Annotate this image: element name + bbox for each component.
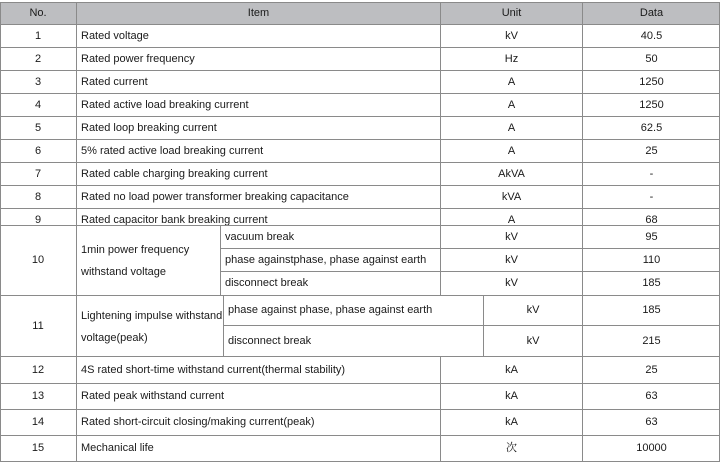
grid-line	[223, 295, 224, 357]
grid-line	[76, 2, 77, 462]
row-15-item: Mechanical life	[81, 442, 154, 454]
row-4-no: 4	[34, 98, 42, 111]
row-12-item: 4S rated short-time withstand current(thermal stability)	[81, 364, 346, 376]
grid-line	[0, 208, 720, 209]
row-11-sub-2-unit: kV	[526, 334, 540, 347]
grid-line	[0, 225, 720, 226]
row-10-sub-1-data: 95	[645, 230, 658, 243]
row-11-sub-1-label: phase against phase, phase against earth	[228, 304, 433, 316]
row-7-data: -	[649, 167, 654, 180]
grid-line	[0, 47, 720, 48]
header-no: No.	[0, 3, 76, 24]
grid-line	[0, 116, 720, 117]
grid-line	[221, 248, 720, 249]
grid-line	[0, 435, 720, 436]
row-6-data: 25	[645, 144, 658, 157]
row-11-sub-1-unit: kV	[526, 304, 540, 316]
row-9-unit: A	[507, 213, 516, 226]
row-12-no: 12	[31, 364, 45, 376]
row-1-item: Rated voltage	[81, 29, 149, 42]
row-10-sub-3-unit: kV	[505, 276, 518, 289]
row-3-unit: A	[507, 75, 516, 88]
grid-line	[0, 409, 720, 410]
row-9-no: 9	[34, 213, 42, 226]
row-1-data: 40.5	[640, 29, 663, 42]
row-12-unit: kA	[505, 364, 518, 376]
grid-line	[221, 271, 720, 272]
row-11-no: 11	[32, 320, 44, 332]
grid-line	[440, 356, 441, 462]
row-10-sub-1-label: vacuum break	[225, 230, 295, 243]
row-15-no: 15	[31, 442, 45, 454]
row-6-no: 6	[34, 144, 42, 157]
row-13-unit: kA	[505, 390, 518, 402]
grid-line	[440, 2, 441, 226]
grid-line	[0, 93, 720, 94]
row-8-item: Rated no load power transformer breaking capacitance	[81, 190, 349, 203]
header-unit: Unit	[441, 3, 582, 24]
row-13-no: 13	[31, 390, 45, 402]
row-11-sub-2-data: 215	[642, 334, 661, 347]
row-10-item: 1min power frequency withstand voltage	[81, 243, 190, 278]
grid-line	[483, 295, 484, 357]
grid-line	[224, 325, 720, 326]
row-11-sub-2-label: disconnect break	[228, 334, 312, 347]
row-7-unit: AkVA	[498, 167, 525, 180]
row-2-no: 2	[34, 52, 42, 65]
row-5-item: Rated loop breaking current	[81, 121, 217, 134]
row-13-data: 63	[645, 390, 658, 402]
row-5-data: 62.5	[640, 121, 663, 134]
row-14-unit: kA	[505, 416, 518, 428]
row-1-no: 1	[34, 29, 42, 42]
header-item: Item	[77, 3, 440, 24]
grid-line	[0, 2, 1, 462]
row-2-data: 50	[645, 52, 658, 65]
row-11-sub-1-data: 185	[642, 304, 661, 316]
grid-line	[582, 2, 583, 462]
row-10-sub-2-label: phase againstphase, phase against earth	[225, 253, 427, 266]
header-data: Data	[583, 3, 720, 24]
grid-line	[0, 70, 720, 71]
row-8-unit: kVA	[501, 190, 522, 203]
row-10-sub-1-unit: kV	[505, 230, 518, 243]
row-10-sub-3-data: 185	[642, 276, 661, 289]
row-9-data: 68	[645, 213, 658, 226]
row-6-item: 5% rated active load breaking current	[81, 144, 264, 157]
row-7-no: 7	[34, 167, 42, 180]
row-3-data: 1250	[639, 75, 664, 88]
grid-line	[0, 139, 720, 140]
row-9-item: Rated capacitor bank breaking current	[81, 213, 268, 226]
grid-line	[0, 461, 720, 462]
row-15-data: 10000	[636, 442, 667, 454]
grid-line	[0, 295, 720, 296]
grid-line	[0, 356, 720, 357]
row-8-data: -	[649, 190, 654, 203]
row-14-item: Rated short-circuit closing/making current(peak)	[81, 416, 315, 428]
row-12-data: 25	[645, 364, 658, 376]
grid-line	[0, 383, 720, 384]
row-3-item: Rated current	[81, 75, 148, 88]
row-15-unit: 次	[506, 442, 517, 454]
row-10-sub-2-data: 110	[642, 253, 661, 266]
row-7-item: Rated cable charging breaking current	[81, 167, 268, 180]
row-3-no: 3	[34, 75, 42, 88]
row-10-no: 10	[31, 254, 45, 266]
row-13-item: Rated peak withstand current	[81, 390, 225, 402]
grid-line	[0, 162, 720, 163]
grid-line	[0, 185, 720, 186]
row-10-sub-3-label: disconnect break	[225, 276, 309, 289]
row-4-item: Rated active load breaking current	[81, 98, 249, 111]
row-1-unit: kV	[505, 29, 518, 42]
row-8-no: 8	[34, 190, 42, 203]
grid-line	[220, 225, 221, 296]
row-14-no: 14	[31, 416, 45, 428]
row-2-unit: Hz	[504, 52, 519, 65]
row-4-unit: A	[507, 98, 516, 111]
row-11-item: Lightening impulse withstand voltage(peak)	[81, 309, 223, 344]
grid-line	[0, 2, 720, 3]
grid-line	[0, 24, 720, 25]
row-6-unit: A	[507, 144, 516, 157]
row-2-item: Rated power frequency	[81, 52, 195, 65]
grid-line	[440, 225, 441, 296]
row-4-data: 1250	[639, 98, 664, 111]
row-14-data: 63	[645, 416, 658, 428]
row-5-unit: A	[507, 121, 516, 134]
row-5-no: 5	[34, 121, 42, 134]
row-10-sub-2-unit: kV	[505, 253, 518, 266]
